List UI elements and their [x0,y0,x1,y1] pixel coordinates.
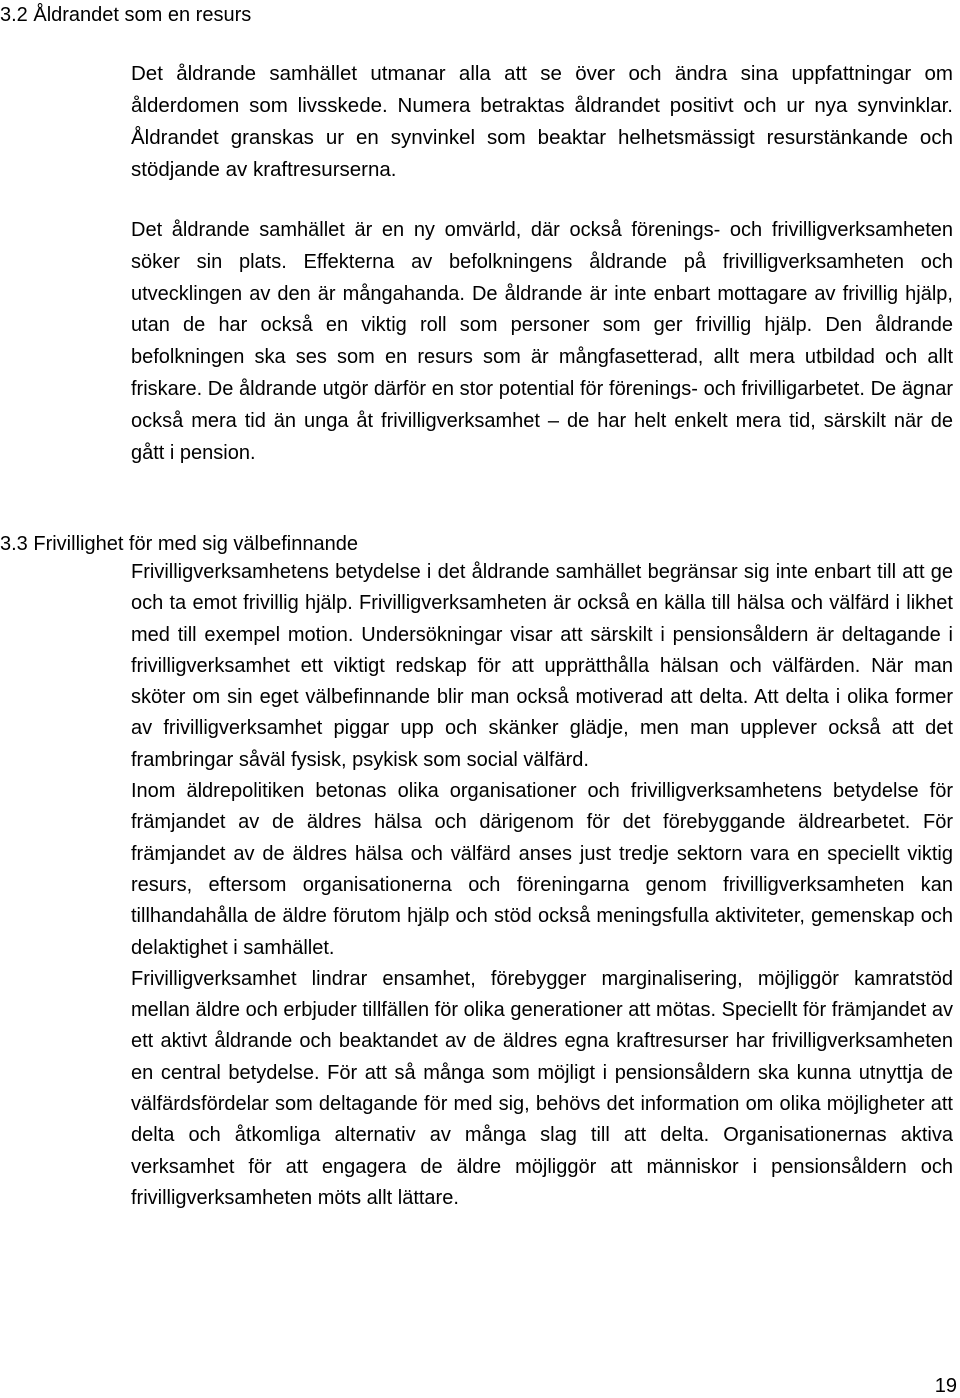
paragraph: Inom äldrepolitiken betonas olika organisationer och frivilligverksamhetens betydelse för främjandet av de äldres hälsa och därigenom för det förebyggande äldrearbetet. För främjandet av de äldres hälsa och välfärd anses just tredje sektorn vara en speciellt viktig resurs, eftersom organisationerna och föreningarna genom frivilligverksamheten kan tillhandahålla de äldre förutom hjälp och stöd också meningsfulla aktiviteter, gemenskap och delaktighet i samhället. [131,780,953,959]
paragraph: Frivilligverksamhet lindrar ensamhet, förebygger marginalisering, möjliggör kamratstöd mellan äldre och erbjuder tillfällen för olika generationer att mötas. Speciellt för främjandet av ett aktivt åldrande och beaktandet av de äldres egna kraftresurser har frivilligverksamheten en central betydelse. För att så många som möjligt i pensionsåldern ska kunna utnyttja de välfärdsfördelar som deltagande för med sig, behövs det information om olika möjligheter att delta och åtkomliga alternativ av många slag till att delta. Organisationernas aktiva verksamhet för att engagera de äldre möjliggör att människor i pensionsåldern och frivilligverksamheten möts allt lättare. [131,967,953,1209]
paragraph: Det åldrande samhället är en ny omvärld, där också förenings- och frivilligverksamheten söker sin plats. Effekterna av befolkningens åldrande på frivilligverksamheten och utvecklingen av den är mångahanda. De åldrande är inte enbart mottagare av frivillig hjälp, utan de har också en viktig roll som personer som ger frivillig hjälp. Den åldrande befolkningen ska ses som en resurs som är mångfasetterad, allt mera utbildad och allt friskare. De åldrande utgör därför en stor potential för förenings- och frivilligarbetet. De ägnar också mera tid än unga åt frivilligverksamhet – de har helt enkelt mera tid, särskilt när de gått i pension. [131,219,953,464]
page-number: 19 [934,1375,957,1397]
section-3-3-body [131,557,953,1214]
paragraph: Det åldrande samhället utmanar alla att se över och ändra sina uppfattningar om ålderdomen som livsskede. Numera betraktas åldrandet positivt och ur nya synvinklar. Åldrandet granskas ur en synvinkel som beaktar helhetsmässigt resurstänkande och stödjande av kraftresurserna. [131,62,953,181]
paragraph: Frivilligverksamhetens betydelse i det åldrande samhället begränsar sig inte enbart till att ge och ta emot frivillig hjälp. Frivilligverksamheten är också en källa till hälsa och välfärd i likhet med till exempel motion. Undersökningar visar att särskilt i pensionsåldern är deltagande i frivilligverksamhet ett viktigt redskap för att upprätthålla hälsan och välfärden. När man sköter om sin eget välbefinnande blir man också motiverad att delta. Att delta i olika former av frivilligverksamhet piggar upp och skänker glädje, men man upplever också att det frambringar såväl fysisk, psykisk som social välfärd. [131,561,953,771]
section-heading-3-2: 3.2 Åldrandet som en resurs [0,4,252,26]
section-heading-3-3: 3.3 Frivillighet för med sig välbefinnande [0,533,358,555]
